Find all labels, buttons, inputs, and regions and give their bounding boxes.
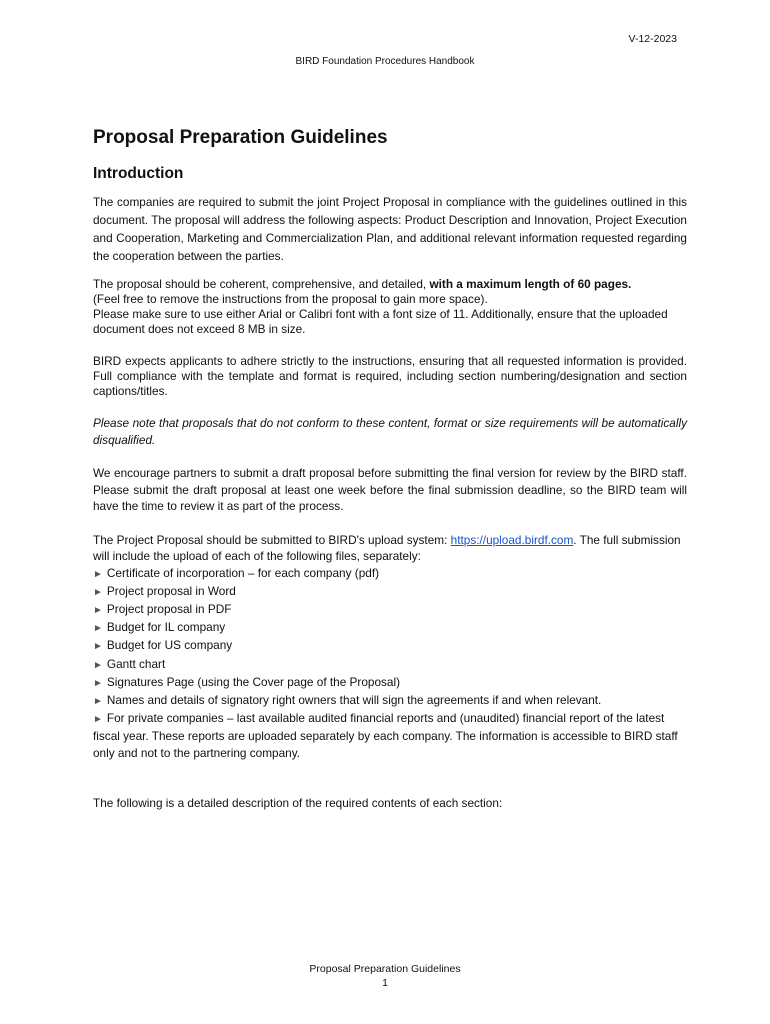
paragraph-disqualification-note: Please note that proposals that do not conform to these content, format or size requirements will be automatically disqualified. <box>93 416 687 447</box>
upload-text-post: . The full submission will include the upload of each of the following files, separately: <box>93 532 681 563</box>
paragraph-compliance: BIRD expects applicants to adhere strictly to the instructions, ensuring that all requested information is provided. Full compliance with the template and format is required, including section numbering/designation and section captions/titles. <box>93 354 687 398</box>
page-title: Proposal Preparation Guidelines <box>93 127 388 148</box>
handbook-header: BIRD Foundation Procedures Handbook <box>295 56 475 67</box>
bullet-arrow-icon: ► <box>93 604 103 616</box>
remove-instructions-note: (Feel free to remove the instructions from the proposal to gain more space). <box>93 292 488 306</box>
footer-title: Proposal Preparation Guidelines <box>309 963 461 975</box>
font-size-requirement: Please make sure to use either Arial or Calibri font with a font size of 11. Additionally, ensure that the uploaded document does not exceed 8 MB in size. <box>93 307 668 336</box>
section-heading-introduction: Introduction <box>93 165 184 182</box>
bullet-arrow-icon: ► <box>93 586 103 598</box>
document-body <box>93 125 687 811</box>
list-item: ► Budget for IL company <box>93 620 226 635</box>
submission-files-list <box>93 565 687 761</box>
list-item: ► Project proposal in Word <box>93 583 236 598</box>
page-number: 1 <box>382 977 388 989</box>
paragraph-upload-system <box>93 532 687 565</box>
bullet-arrow-icon: ► <box>93 677 103 689</box>
upload-system-link[interactable]: https://upload.birdf.com <box>450 532 574 547</box>
bullet-arrow-icon: ► <box>93 568 103 580</box>
paragraph-intro: The companies are required to submit the joint Project Proposal in compliance with the guidelines outlined in this document. The proposal will address the following aspects: Product Description and Innovation, Project Execution and Cooperation, Marketing and Commercialization Plan, and additional relevant information requested regarding the cooperation between the parties. <box>93 195 687 263</box>
list-item: ► Names and details of signatory right owners that will sign the agreements if and when relevant. <box>93 692 602 707</box>
paragraph-length-requirements <box>93 277 687 337</box>
version-label: V-12-2023 <box>628 33 677 45</box>
list-item: ► For private companies – last available audited financial reports and (unaudited) financial report of the latest fiscal year. These reports are uploaded separately by each company. The information is accessible to BIRD staff only and not to the partnering company. <box>93 711 678 760</box>
bullet-arrow-icon: ► <box>93 659 103 671</box>
bullet-arrow-icon: ► <box>93 695 103 707</box>
paragraph-detailed-description: The following is a detailed description of the required contents of each section: <box>93 795 503 810</box>
list-item: ► Certificate of incorporation – for each company (pdf) <box>93 565 380 580</box>
bullet-arrow-icon: ► <box>93 641 103 653</box>
page-footer <box>0 962 770 990</box>
paragraph-draft-proposal: We encourage partners to submit a draft proposal before submitting the final version for review by the BIRD staff. Please submit the draft proposal at least one week before the final submission deadline, so the BIRD team will have the time to review it as part of the process. <box>93 466 687 513</box>
max-length-emphasis: with a maximum length of 60 pages. <box>429 277 632 291</box>
length-text: The proposal should be coherent, comprehensive, and detailed, <box>93 277 430 291</box>
list-item: ► Project proposal in PDF <box>93 601 232 616</box>
bullet-arrow-icon: ► <box>93 623 103 635</box>
upload-text-pre: The Project Proposal should be submitted to BIRD's upload system: <box>93 532 451 547</box>
list-item: ► Gantt chart <box>93 656 166 671</box>
bullet-arrow-icon: ► <box>93 714 103 726</box>
list-item: ► Budget for US company <box>93 638 233 653</box>
list-item: ► Signatures Page (using the Cover page of the Proposal) <box>93 674 401 689</box>
